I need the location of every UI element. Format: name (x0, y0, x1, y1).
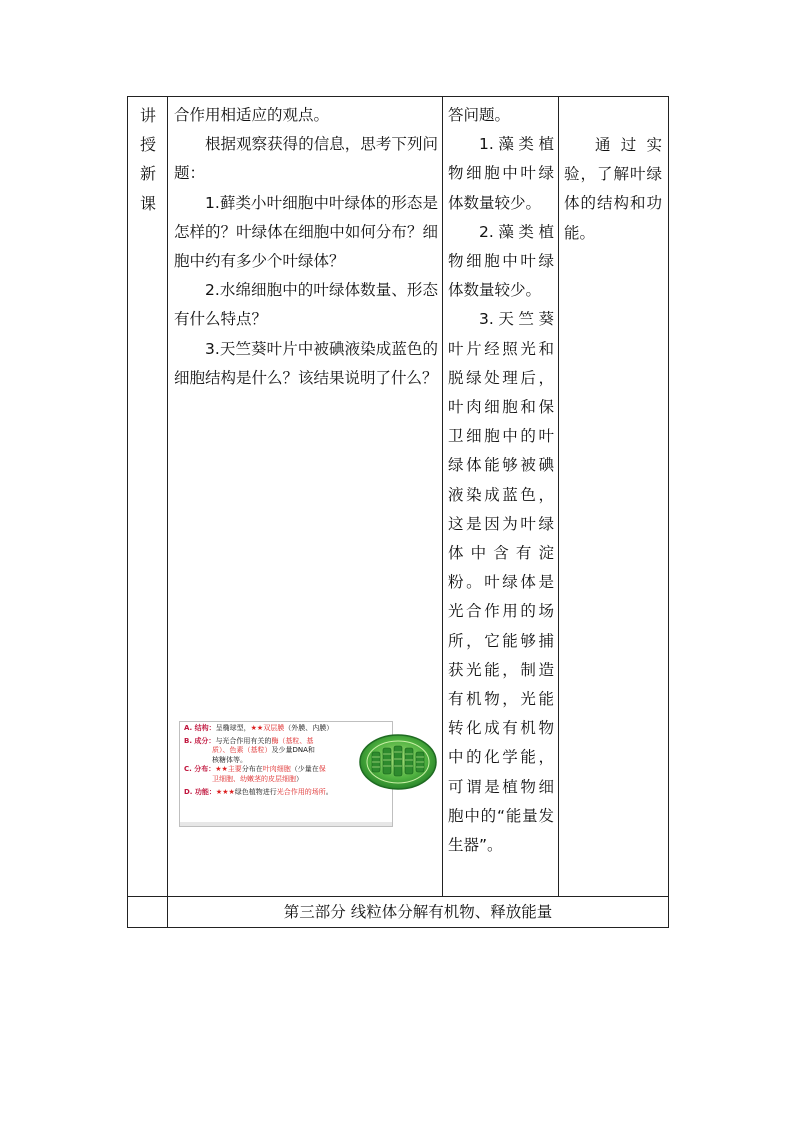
student-intro: 答问题。 (448, 106, 511, 124)
student-activity (448, 101, 554, 860)
chloroplast-illustration (358, 732, 438, 792)
lesson-table (127, 96, 669, 928)
section-title: 第三部分 线粒体分解有机物、释放能量 (283, 903, 553, 921)
question-2: 2.水绵细胞中的叶绿体数量、形态有什么特点？ (174, 281, 438, 329)
question-1: 1.藓类小叶细胞中叶绿体的形态是怎样的？叶绿体在细胞中如何分布？细胞中约有多少个叶绿体？ (174, 193, 438, 271)
answer-3: 3.天竺葵叶片经照光和脱绿处理后，叶肉细胞和保卫细胞中的叶绿体能够被碘液染成蓝色，这是因为叶绿体中含有淀粉。叶绿体是光合作用的场所，它能够捕获光能，制造有机物，光能转化成有机物中的化学能，可谓是植物细胞中的“能量发生器”。 (448, 310, 554, 855)
design-purpose: 通过实验，了解叶绿体的结构和功能。 (564, 136, 662, 242)
content-prompt: 根据观察获得的信息，思考下列问题： (174, 135, 438, 183)
answer-1: 1.藻类植物细胞中叶绿体数量较少。 (448, 135, 554, 212)
content-intro: 合作用相适应的观点。 (174, 106, 330, 124)
chloroplast-slide-image: A. 结构：呈椭球型，★★双层膜（外膜、内膜） B. 成分：与光合作用有关的酶（基粒、基 质）、色素（基粒）及少量DNA和 核糖体等。 C. 分布：★★主要分布在叶肉细胞（少量在保 卫细胞、幼嫩茎的皮层细胞） D. 功能：★★★绿色植物进行光合作用的场所。 (179, 721, 393, 827)
answer-2: 2.藻类植物细胞中叶绿体数量较少。 (448, 222, 554, 300)
stage-label: 讲 授 新 课 (139, 106, 156, 213)
question-3: 3.天竺葵叶片中被碘液染成蓝色的细胞结构是什么？该结果说明了什么？ (174, 339, 438, 387)
teacher-activity (174, 101, 438, 393)
